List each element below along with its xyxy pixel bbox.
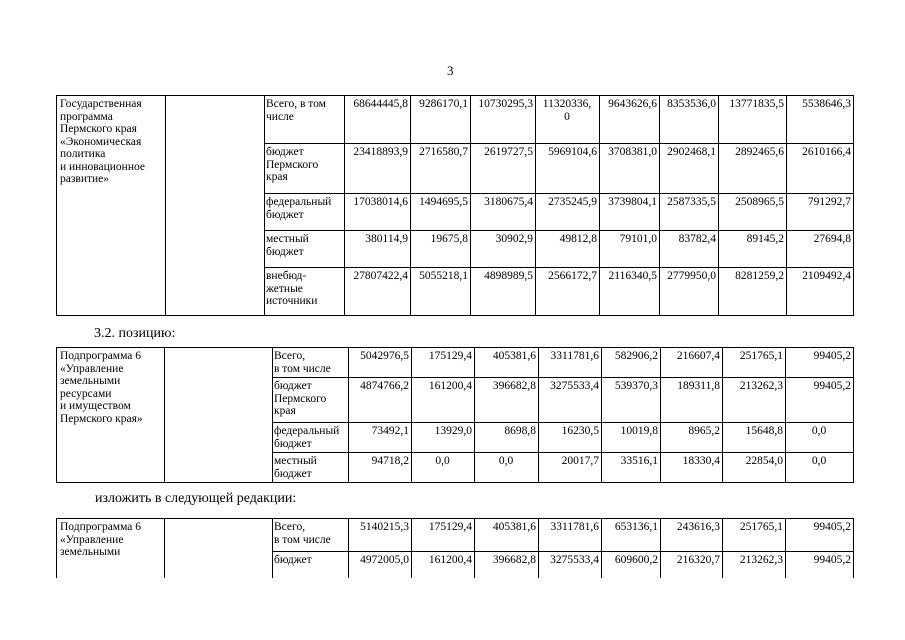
value-cell: 10730295,3 — [471, 96, 536, 144]
value-cell: 4972005,0 — [349, 552, 412, 579]
value-cell: 4874766,2 — [349, 378, 412, 423]
value-cell: 3275533,4 — [539, 552, 602, 579]
value-cell: 251765,1 — [723, 348, 786, 378]
value-cell: 539370,3 — [602, 378, 661, 423]
value-cell: 405381,6 — [475, 519, 539, 552]
value-cell: 94718,2 — [349, 453, 412, 483]
source-cell: бюджет — [273, 552, 349, 579]
value-cell: 19675,8 — [411, 231, 471, 268]
value-cell: 3275533,4 — [539, 378, 602, 423]
program-name-cell: Подпрограмма 6 «Управление земельными ресурсами и имуществом Пермского края» — [57, 348, 165, 483]
source-cell: местный бюджет — [273, 453, 349, 483]
value-cell: 5538646,3 — [787, 96, 854, 144]
value-cell: 16230,5 — [539, 423, 602, 453]
value-cell: 0,0 — [412, 453, 475, 483]
value-cell: 216320,7 — [661, 552, 723, 579]
value-cell: 11320336, 0 — [536, 96, 600, 144]
page-number: 3 — [447, 63, 454, 78]
source-cell: бюджет Пермского края — [265, 144, 345, 194]
value-cell: 17038014,6 — [345, 194, 411, 231]
value-cell: 4898989,5 — [471, 268, 536, 316]
value-cell: 9286170,1 — [411, 96, 471, 144]
value-cell: 396682,8 — [475, 552, 539, 579]
empty-cell — [165, 519, 273, 579]
source-cell: бюджет Пермского края — [273, 378, 349, 423]
value-cell: 161200,4 — [412, 552, 475, 579]
value-cell: 2109492,4 — [787, 268, 854, 316]
value-cell: 213262,3 — [723, 552, 786, 579]
section-heading: изложить в следующей редакции: — [95, 491, 297, 506]
value-cell: 5042976,5 — [349, 348, 412, 378]
source-cell: внебюд- жетные источники — [265, 268, 345, 316]
value-cell: 68644445,8 — [345, 96, 411, 144]
value-cell: 8353536,0 — [660, 96, 719, 144]
value-cell: 5055218,1 — [411, 268, 471, 316]
value-cell: 27807422,4 — [345, 268, 411, 316]
value-cell: 2735245,9 — [536, 194, 600, 231]
value-cell: 27694,8 — [787, 231, 854, 268]
empty-cell — [165, 348, 273, 483]
program-table — [56, 95, 854, 316]
value-cell: 2610166,4 — [787, 144, 854, 194]
value-cell: 89145,2 — [719, 231, 787, 268]
value-cell: 8698,8 — [475, 423, 539, 453]
value-cell: 5969104,6 — [536, 144, 600, 194]
value-cell: 2587335,5 — [660, 194, 719, 231]
value-cell: 2619727,5 — [471, 144, 536, 194]
value-cell: 3311781,6 — [539, 519, 602, 552]
empty-cell — [166, 96, 265, 316]
subprogram-table-new — [56, 518, 854, 578]
value-cell: 251765,1 — [723, 519, 786, 552]
value-cell: 175129,4 — [412, 519, 475, 552]
value-cell: 5140215,3 — [349, 519, 412, 552]
value-cell: 8965,2 — [661, 423, 723, 453]
source-cell: Всего, в том числе — [265, 96, 345, 144]
value-cell: 30902,9 — [471, 231, 536, 268]
value-cell: 3311781,6 — [539, 348, 602, 378]
value-cell: 2892465,6 — [719, 144, 787, 194]
value-cell: 609600,2 — [602, 552, 661, 579]
value-cell: 8281259,2 — [719, 268, 787, 316]
value-cell: 0,0 — [475, 453, 539, 483]
value-cell: 189311,8 — [661, 378, 723, 423]
value-cell: 2779950,0 — [660, 268, 719, 316]
source-cell: местный бюджет — [265, 231, 345, 268]
value-cell: 99405,2 — [786, 378, 854, 423]
value-cell: 73492,1 — [349, 423, 412, 453]
value-cell: 2508965,5 — [719, 194, 787, 231]
value-cell: 653136,1 — [602, 519, 661, 552]
value-cell: 380114,9 — [345, 231, 411, 268]
value-cell: 405381,6 — [475, 348, 539, 378]
value-cell: 20017,7 — [539, 453, 602, 483]
value-cell: 0,0 — [786, 453, 854, 483]
section-heading: 3.2. позицию: — [94, 326, 176, 341]
program-name-cell: Подпрограмма 6 «Управление земельными — [57, 519, 165, 579]
value-cell: 791292,7 — [787, 194, 854, 231]
value-cell: 15648,8 — [723, 423, 786, 453]
value-cell: 396682,8 — [475, 378, 539, 423]
value-cell: 9643626,6 — [600, 96, 660, 144]
value-cell: 3180675,4 — [471, 194, 536, 231]
value-cell: 3708381,0 — [600, 144, 660, 194]
value-cell: 582906,2 — [602, 348, 661, 378]
value-cell: 0,0 — [786, 423, 854, 453]
program-name-cell: Государственная программа Пермского края «Экономическая политика и инновационное развитие» — [57, 96, 166, 316]
source-cell: Всего, в том числе — [273, 519, 349, 552]
source-cell: Всего, в том числе — [273, 348, 349, 378]
value-cell: 79101,0 — [600, 231, 660, 268]
value-cell: 216607,4 — [661, 348, 723, 378]
value-cell: 23418893,9 — [345, 144, 411, 194]
value-cell: 2566172,7 — [536, 268, 600, 316]
value-cell: 213262,3 — [723, 378, 786, 423]
source-cell: федеральный бюджет — [273, 423, 349, 453]
value-cell: 3739804,1 — [600, 194, 660, 231]
value-cell: 33516,1 — [602, 453, 661, 483]
value-cell: 10019,8 — [602, 423, 661, 453]
value-cell: 99405,2 — [786, 552, 854, 579]
value-cell: 22854,0 — [723, 453, 786, 483]
value-cell: 175129,4 — [412, 348, 475, 378]
value-cell: 99405,2 — [786, 519, 854, 552]
value-cell: 18330,4 — [661, 453, 723, 483]
value-cell: 49812,8 — [536, 231, 600, 268]
value-cell: 83782,4 — [660, 231, 719, 268]
value-cell: 13771835,5 — [719, 96, 787, 144]
value-cell: 243616,3 — [661, 519, 723, 552]
value-cell: 1494695,5 — [411, 194, 471, 231]
table-clip — [0, 518, 905, 578]
value-cell: 13929,0 — [412, 423, 475, 453]
value-cell: 161200,4 — [412, 378, 475, 423]
value-cell: 2716580,7 — [411, 144, 471, 194]
value-cell: 2116340,5 — [600, 268, 660, 316]
value-cell: 2902468,1 — [660, 144, 719, 194]
source-cell: федеральный бюджет — [265, 194, 345, 231]
value-cell: 99405,2 — [786, 348, 854, 378]
subprogram-table-old — [56, 347, 854, 483]
